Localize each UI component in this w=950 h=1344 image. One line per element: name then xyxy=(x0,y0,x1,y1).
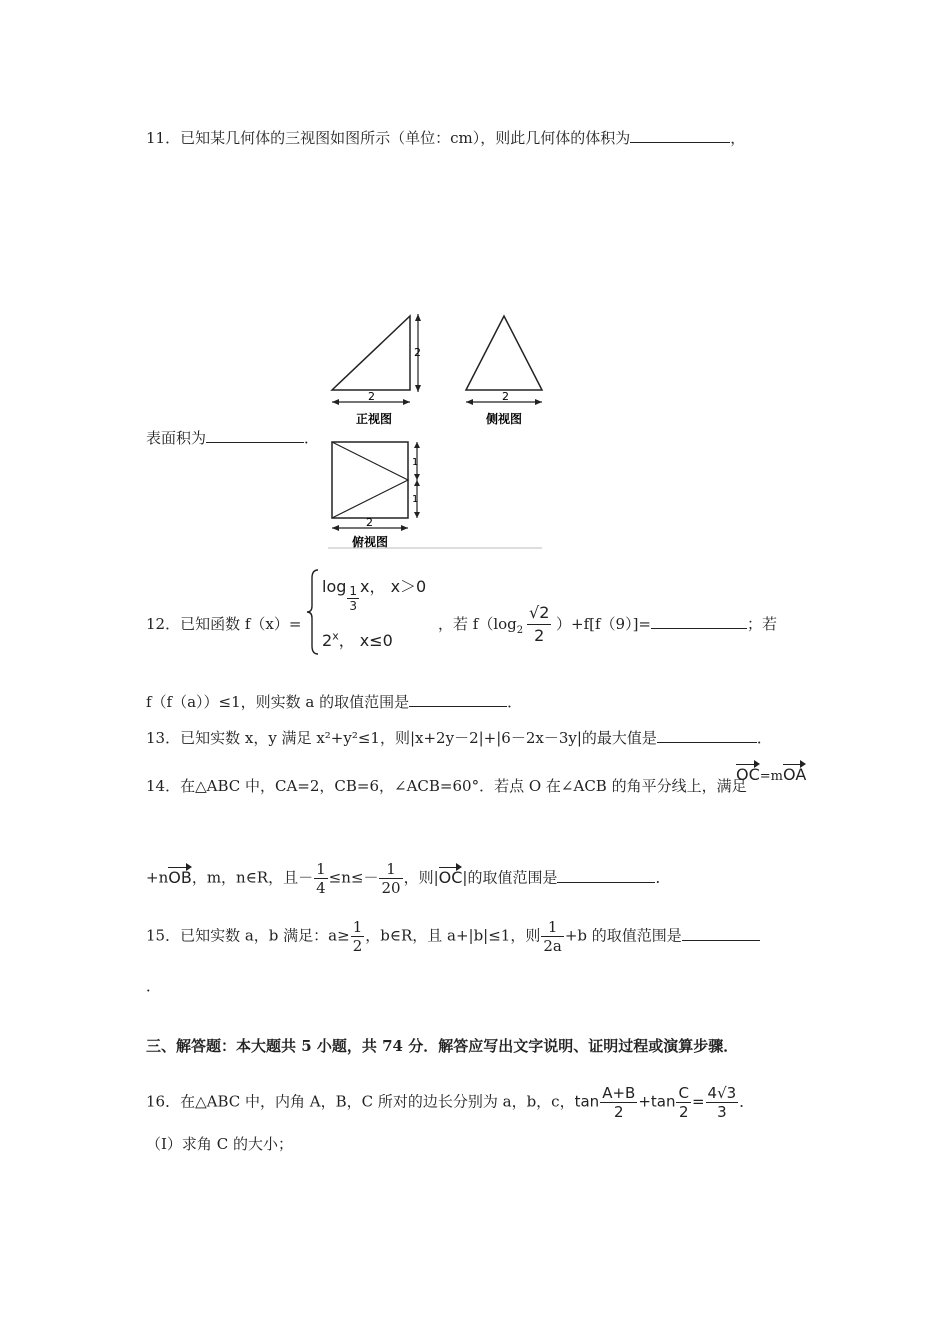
q12-line2-text: f（f（a））≤1，则实数 a 的取值范围是 xyxy=(146,693,410,711)
q15-frac2 xyxy=(541,918,564,955)
top-h1-label: 1 xyxy=(412,457,419,468)
q14-line2a xyxy=(146,860,670,897)
q14-frac2 xyxy=(379,860,402,897)
q15-text-c: +b 的取值范围是 xyxy=(564,926,682,945)
q12-log2-base: 2 xyxy=(516,625,524,636)
side-view-label: 侧视图 xyxy=(486,412,523,426)
q13-end: ． xyxy=(756,729,772,747)
q14-plus-n: +n xyxy=(146,868,169,887)
q12-after xyxy=(556,614,777,634)
q12-case1 xyxy=(322,574,426,613)
q14-range-text: ，m，n∈R，且－ xyxy=(191,868,314,887)
q12-piecewise xyxy=(306,568,436,656)
three-view-figure xyxy=(320,308,550,553)
front-view xyxy=(332,314,421,426)
vector-ob: OB xyxy=(168,867,192,887)
q12-log-base-den: 3 xyxy=(349,599,358,613)
q12-log-base-num: 1 xyxy=(349,584,358,598)
vector-oc-2: OC xyxy=(438,867,463,887)
q14-frac2-den: 20 xyxy=(381,879,401,897)
q12-mid-text: ，若 f（log xyxy=(438,615,517,633)
q16-tan1: tan xyxy=(574,1092,600,1111)
left-brace-icon xyxy=(306,568,320,656)
top-h2-label: 1 xyxy=(412,494,419,505)
q12-case2-exp: x xyxy=(332,629,339,643)
q12-frac-num: √2 xyxy=(527,602,551,625)
q15-text-a: 15．已知实数 a，b 满足：a≥ xyxy=(146,926,350,945)
q14-frac2-num: 1 xyxy=(379,860,402,879)
q12-frac-den: 2 xyxy=(534,626,545,645)
q15-line xyxy=(146,918,760,955)
q15-frac1-den: 2 xyxy=(352,937,363,955)
q14-frac1 xyxy=(314,860,328,897)
q15-text-b: ，b∈R，且 a+|b|≤1，则 xyxy=(365,926,541,945)
q13-blank[interactable] xyxy=(657,728,757,743)
q14-eq-m: =m xyxy=(759,769,783,784)
q14-end: ． xyxy=(655,868,671,887)
q16-part1-text: （Ⅰ）求角 C 的大小； xyxy=(146,1135,293,1153)
q12-case2-base: 2 xyxy=(322,631,333,650)
q11-surface-text: 表面积为 xyxy=(146,429,207,447)
q16-eq: = xyxy=(691,1092,705,1111)
q16-frac3-num: 4√3 xyxy=(707,1084,737,1102)
q16-frac3-den: 3 xyxy=(717,1103,727,1121)
q14-ineq: ≤n≤－ xyxy=(328,868,379,887)
q15-frac1-num: 1 xyxy=(352,918,363,936)
q14-frac1-den: 4 xyxy=(316,879,326,897)
side-view xyxy=(466,316,542,426)
q11-line xyxy=(146,128,745,148)
q15-end: ． xyxy=(146,977,162,995)
q12-line2 xyxy=(146,692,522,712)
q12-frac xyxy=(527,602,551,647)
q16-text: 16．在△ABC 中，内角 A，B，C 所对的边长分别为 a，b，c， xyxy=(146,1092,575,1111)
q14-line1 xyxy=(146,776,747,796)
q12-case1-rest: x， x＞0 xyxy=(360,577,427,596)
q12-case2 xyxy=(322,628,393,651)
q15-frac1 xyxy=(351,918,365,955)
q12-line2-end: ． xyxy=(507,693,523,711)
q12-log: log xyxy=(322,577,347,596)
front-height-label: 2 xyxy=(414,346,421,359)
q12-lead-text: 12．已知函数 f（x）= xyxy=(146,615,302,633)
q11-line2 xyxy=(146,428,319,448)
section3-heading xyxy=(146,1036,738,1056)
q12-after-text: ）+f[f（9）]= xyxy=(556,615,651,633)
q16-frac3 xyxy=(706,1084,739,1121)
q16-part1 xyxy=(146,1134,293,1154)
q16-frac1-den: 2 xyxy=(613,1103,624,1121)
q16-line xyxy=(146,1084,754,1121)
q16-frac2-num: C xyxy=(678,1084,689,1102)
q12-tail: ；若 xyxy=(747,615,778,633)
q12-case2-rest: ， x≤0 xyxy=(338,631,393,650)
q11-volume-blank[interactable] xyxy=(630,128,730,143)
vector-oc: OC xyxy=(736,765,760,784)
q16-end: ． xyxy=(739,1092,755,1111)
q16-frac1-num: A+B xyxy=(602,1084,636,1102)
q12-blank1[interactable] xyxy=(651,614,747,629)
q14-then: ，则| xyxy=(403,868,439,887)
q11-text: 11．已知某几何体的三视图如图所示（单位：cm），则此几何体的体积为 xyxy=(146,129,631,147)
q15-frac2-den: 2a xyxy=(543,937,562,955)
q11-comma: ， xyxy=(730,129,746,147)
q16-frac1 xyxy=(600,1084,637,1121)
q13-line xyxy=(146,728,772,748)
q11-surface-blank[interactable] xyxy=(206,428,304,443)
q12-blank2[interactable] xyxy=(409,692,507,707)
q16-frac2-den: 2 xyxy=(678,1103,689,1121)
q14-frac1-num: 1 xyxy=(316,860,326,878)
q15-blank[interactable] xyxy=(682,926,760,941)
q12-lead xyxy=(146,614,301,634)
front-width-label: 2 xyxy=(368,390,375,403)
q14-text: 14．在△ABC 中，CA=2，CB=6，∠ACB=60°．若点 O 在∠ACB 的角平分线上，满足 xyxy=(146,777,747,795)
section3-text: 三、解答题：本大题共 5 小题，共 74 分．解答应写出文字说明、证明过程或演算步骤． xyxy=(146,1037,739,1055)
q11-period: ． xyxy=(304,429,320,447)
top-view xyxy=(328,442,542,549)
side-width-label: 2 xyxy=(502,390,509,403)
q12-log-base xyxy=(347,584,359,613)
top-width-label: 2 xyxy=(366,516,373,529)
top-view-label: 俯视图 xyxy=(352,535,389,549)
q15-frac2-num: 1 xyxy=(541,918,564,937)
q14-blank[interactable] xyxy=(557,868,655,883)
q12-mid xyxy=(438,614,523,641)
q14-range-ask: |的取值范围是 xyxy=(462,868,558,887)
q13-text: 13．已知实数 x，y 满足 x²+y²≤1，则|x+2y－2|+|6－2x－3y|的最大值是 xyxy=(146,729,657,747)
q16-tan2: +tan xyxy=(638,1092,676,1111)
q16-frac2 xyxy=(676,1084,690,1121)
vector-oa: OA xyxy=(783,765,807,784)
q14-vec-eq xyxy=(736,766,806,784)
q15-end-line xyxy=(146,976,161,996)
front-view-label: 正视图 xyxy=(356,412,393,426)
